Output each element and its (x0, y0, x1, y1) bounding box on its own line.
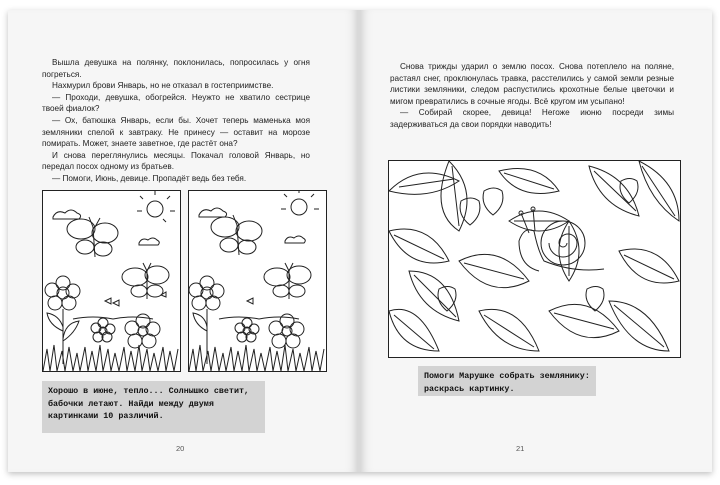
spot-difference-picture-a (42, 190, 181, 372)
right-paragraph: — Собирай скорее, девица! Негоже июню посреди зимы задерживаться да свои порядки наводить! (390, 108, 674, 129)
left-paragraph: Нахмурил брови Январь, но не отказал в гостеприимстве. (52, 81, 274, 91)
spot-difference-picture-b (188, 190, 327, 372)
left-paragraph: И снова переглянулись месяцы. Покачал головой Январь, но передал посох одному из братьев. (42, 150, 310, 172)
open-book (8, 10, 712, 472)
left-page (8, 10, 358, 472)
left-paragraph: — Проходи, девушка, обогрейся. Неужто не хватило сестрице твоей фиалок? (42, 92, 310, 114)
meadow-illustration-b (189, 191, 326, 371)
right-task-caption: Помоги Марушке собрать землянику: раскрась картинку. (418, 366, 596, 396)
right-page (360, 10, 712, 472)
right-paragraph: Снова трижды ударил о землю посох. Снова потеплело на поляне, растаял снег, проклюнулась травка, расстелились у самой земли резные листики земляники, следом распустились крохотные белые цветочки и мигом превратились в сочные ягоды. Всё кругом им усыпано! (390, 62, 674, 106)
page-number-right: 21 (516, 444, 525, 453)
left-paragraph: — Помоги, Июнь, девице. Пропадёт ведь без тебя. (52, 173, 247, 183)
left-paragraph: Вышла девушка на полянку, поклонилась, попросилась у огня погреться. (42, 58, 310, 79)
page-number-left: 20 (176, 444, 185, 453)
coloring-picture (388, 160, 681, 358)
left-paragraph: — Ох, батюшка Январь, если бы. Хочет теперь маменька моя земляники спелой к завтраку. Не принесу — оставит на морозе помирать. Может, знаете заветное, где растёт она? (42, 115, 310, 149)
right-story-text (390, 61, 674, 131)
meadow-illustration-a (43, 191, 180, 371)
left-task-caption: Хорошо в июне, тепло... Солнышко светит, бабочки летают. Найди между двумя картинками 10 различий. (42, 381, 265, 433)
left-story-text (42, 57, 310, 185)
strawberry-snail-illustration (389, 161, 680, 357)
